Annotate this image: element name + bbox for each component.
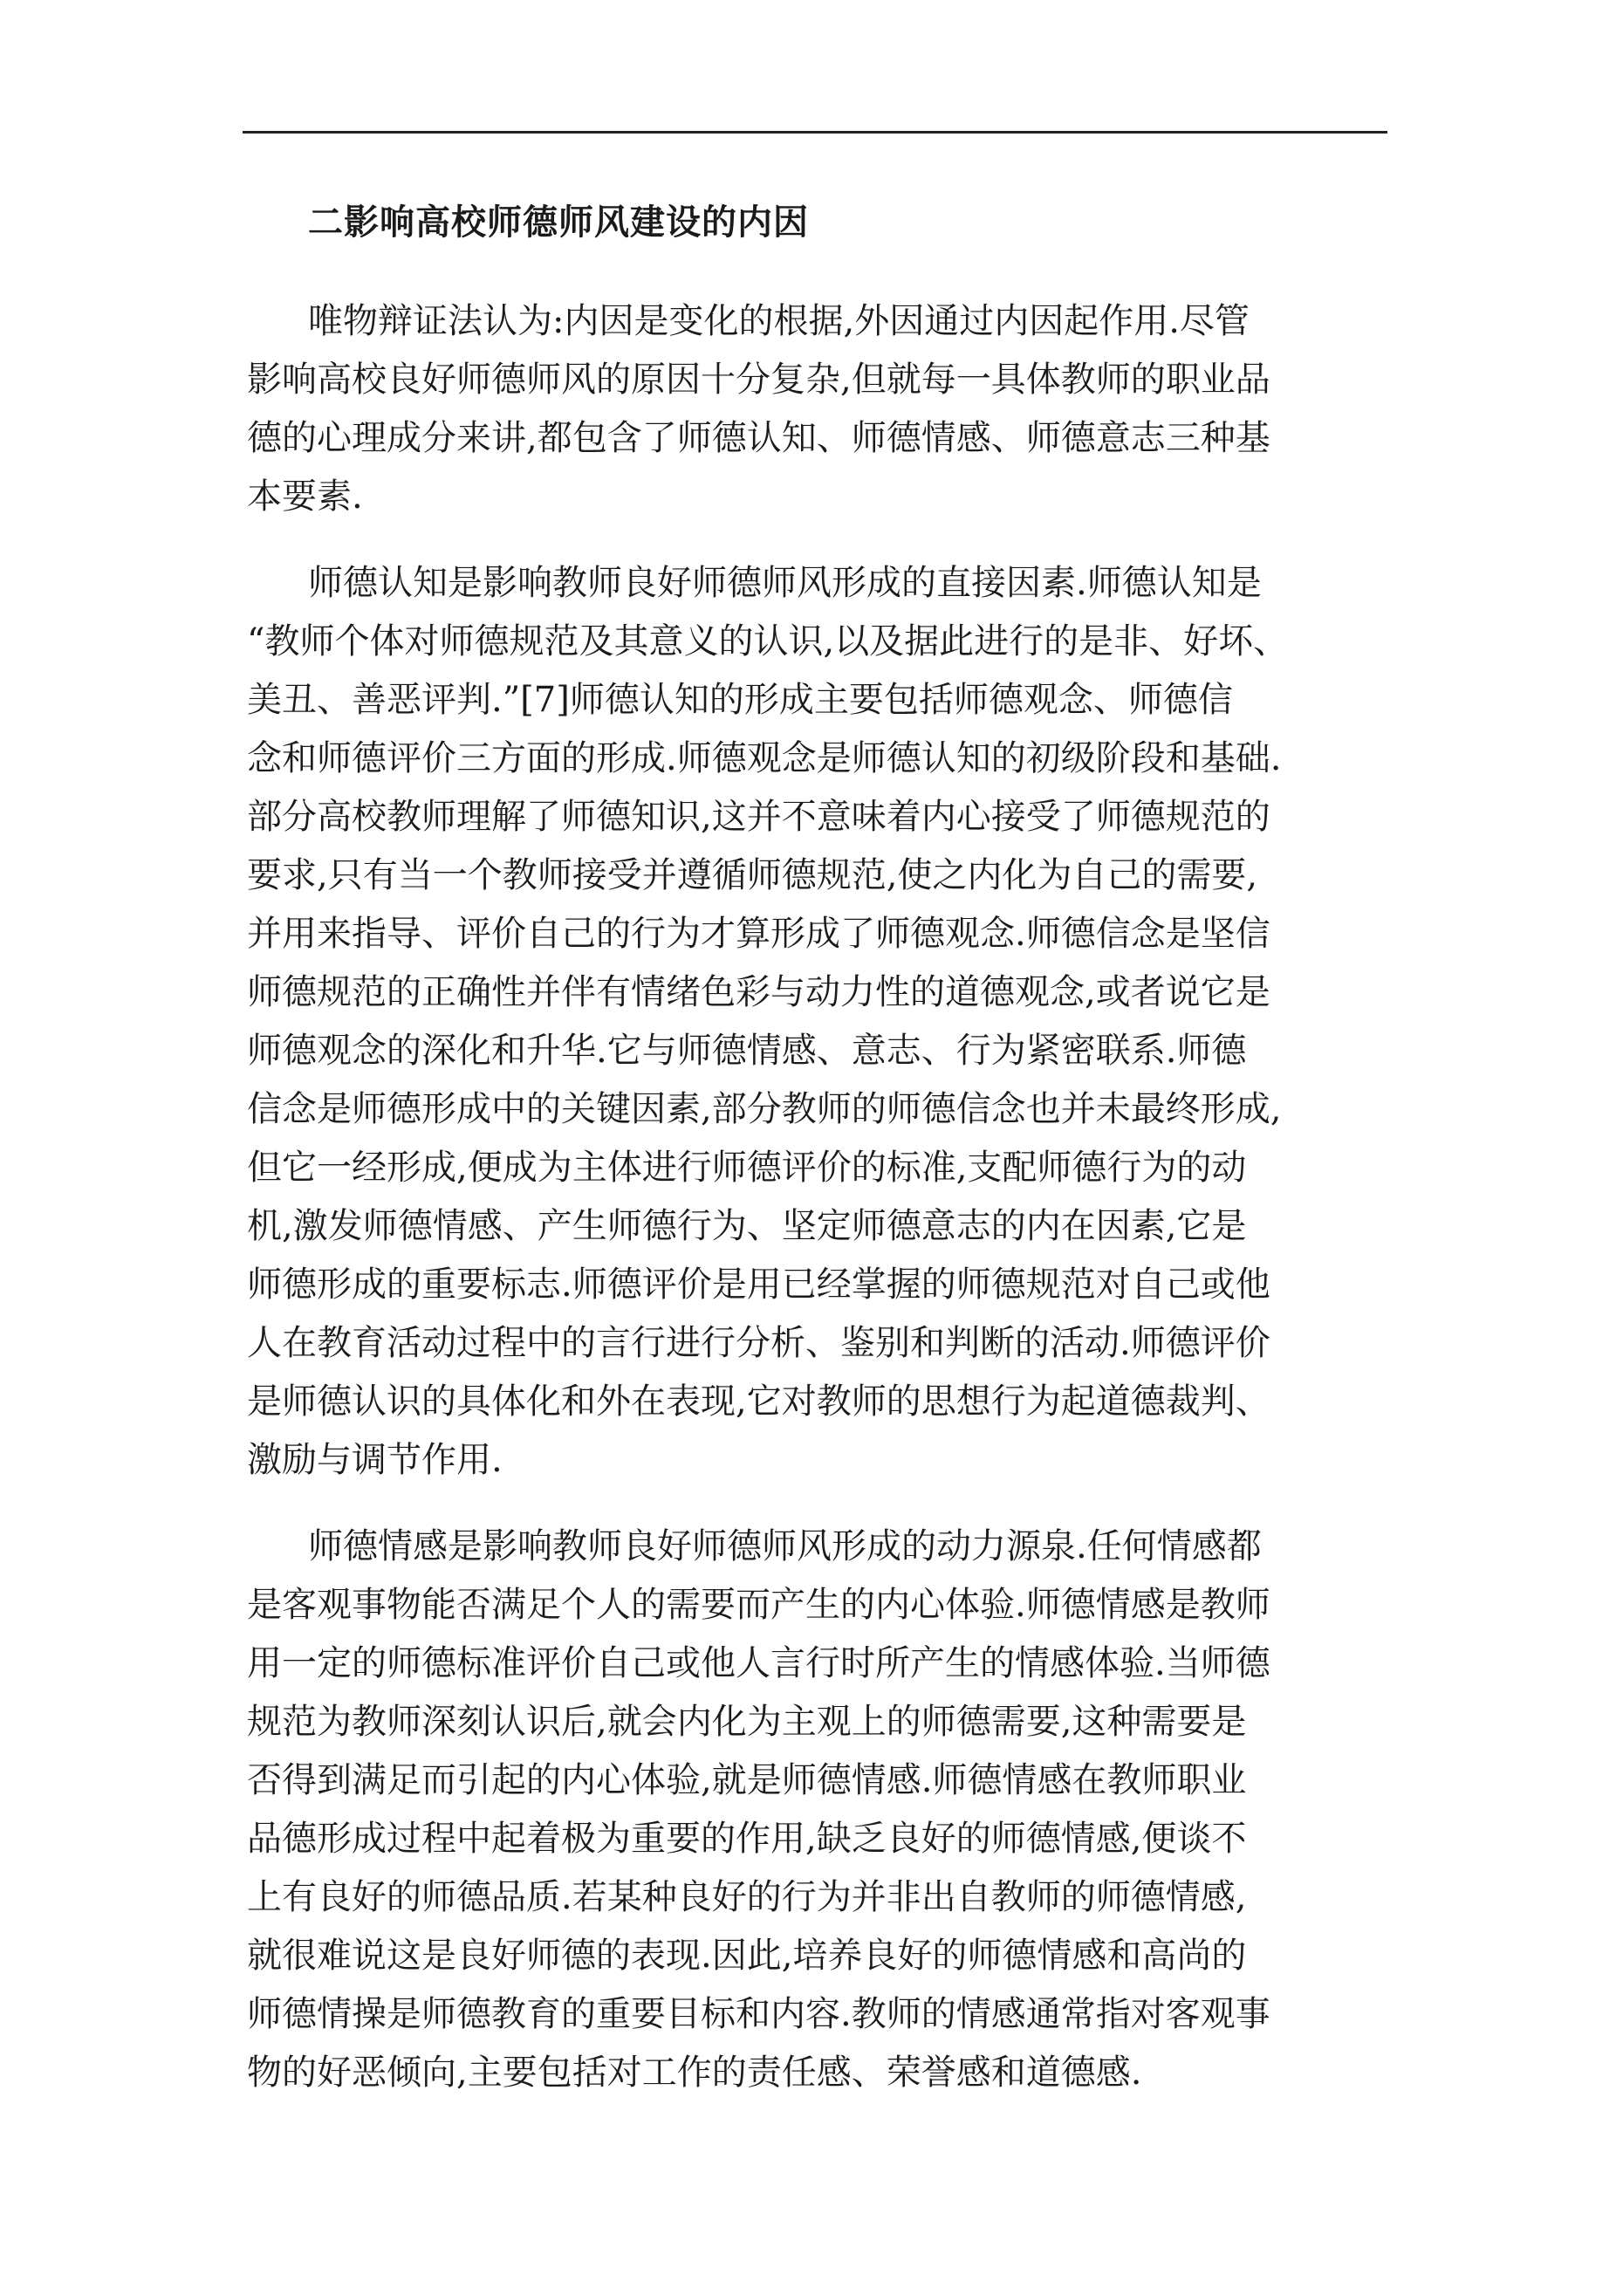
text-line: 就很难说这是良好师德的表现.因此,培养良好的师德情感和高尚的 — [247, 1936, 1247, 1976]
text-line: 否得到满足而引起的内心体验,就是师德情感.师德情感在教师职业 — [247, 1760, 1247, 1800]
text-line: 师德观念的深化和升华.它与师德情感、意志、行为紧密联系.师德 — [247, 1031, 1247, 1071]
text-line: “教师个体对师德规范及其意义的认识,以及据此进行的是非、好坏、 — [247, 621, 1289, 661]
text-line: 品德形成过程中起着极为重要的作用,缺乏良好的师德情感,便谈不 — [247, 1819, 1247, 1859]
text-line: 机,激发师德情感、产生师德行为、坚定师德意志的内在因素,它是 — [247, 1206, 1247, 1246]
body-text — [247, 292, 1397, 2102]
text-line: 用一定的师德标准评价自己或他人言行时所产生的情感体验.当师德 — [247, 1643, 1270, 1683]
section-heading: 二影响高校师德师风建设的内因 — [308, 202, 809, 243]
text-line: 信念是师德形成中的关键因素,部分教师的师德信念也并未最终形成, — [247, 1089, 1282, 1129]
header-rule — [243, 131, 1387, 134]
text-line: 部分高校教师理解了师德知识,这并不意味着内心接受了师德规范的 — [247, 797, 1270, 837]
text-line: 规范为教师深刻认识后,就会内化为主观上的师德需要,这种需要是 — [247, 1702, 1247, 1742]
text-line: 是师德认识的具体化和外在表现,它对教师的思想行为起道德裁判、 — [247, 1381, 1270, 1422]
text-line: 师德情操是师德教育的重要目标和内容.教师的情感通常指对客观事 — [247, 1994, 1270, 2034]
document-body — [247, 196, 1397, 2102]
text-line: 要求,只有当一个教师接受并遵循师德规范,使之内化为自己的需要, — [247, 855, 1258, 895]
text-line: 并用来指导、评价自己的行为才算形成了师德观念.师德信念是坚信 — [247, 914, 1270, 954]
text-line: 念和师德评价三方面的形成.师德观念是师德认知的初级阶段和基础. — [247, 738, 1282, 778]
text-line: 但它一经形成,便成为主体进行师德评价的标准,支配师德行为的动 — [247, 1148, 1247, 1188]
text-line: 师德认知是影响教师良好师德师风形成的直接因素.师德认知是 — [308, 563, 1262, 603]
text-line: 唯物辩证法认为:内因是变化的根据,外因通过内因起作用.尽管 — [308, 301, 1250, 341]
text-line: 本要素. — [247, 476, 363, 517]
text-line: 德的心理成分来讲,都包含了师德认知、师德情感、师德意志三种基 — [247, 418, 1270, 458]
text-line: 是客观事物能否满足个人的需要而产生的内心体验.师德情感是教师 — [247, 1585, 1270, 1625]
text-line: 师德情感是影响教师良好师德师风形成的动力源泉.任何情感都 — [308, 1526, 1262, 1566]
text-line: 激励与调节作用. — [247, 1440, 503, 1480]
text-line: 影响高校良好师德师风的原因十分复杂,但就每一具体教师的职业品 — [247, 360, 1270, 400]
text-line: 美丑、善恶评判.”[7]师德认知的形成主要包括师德观念、师德信 — [247, 680, 1233, 720]
text-line: 上有良好的师德品质.若某种良好的行为并非出自教师的师德情感, — [247, 1877, 1247, 1917]
text-line: 物的好恶倾向,主要包括对工作的责任感、荣誉感和道德感. — [247, 2053, 1142, 2093]
text-line: 人在教育活动过程中的言行进行分析、鉴别和判断的活动.师德评价 — [247, 1323, 1270, 1363]
text-line: 师德规范的正确性并伴有情绪色彩与动力性的道德观念,或者说它是 — [247, 972, 1270, 1012]
text-line: 师德形成的重要标志.师德评价是用已经掌握的师德规范对自己或他 — [247, 1265, 1270, 1305]
